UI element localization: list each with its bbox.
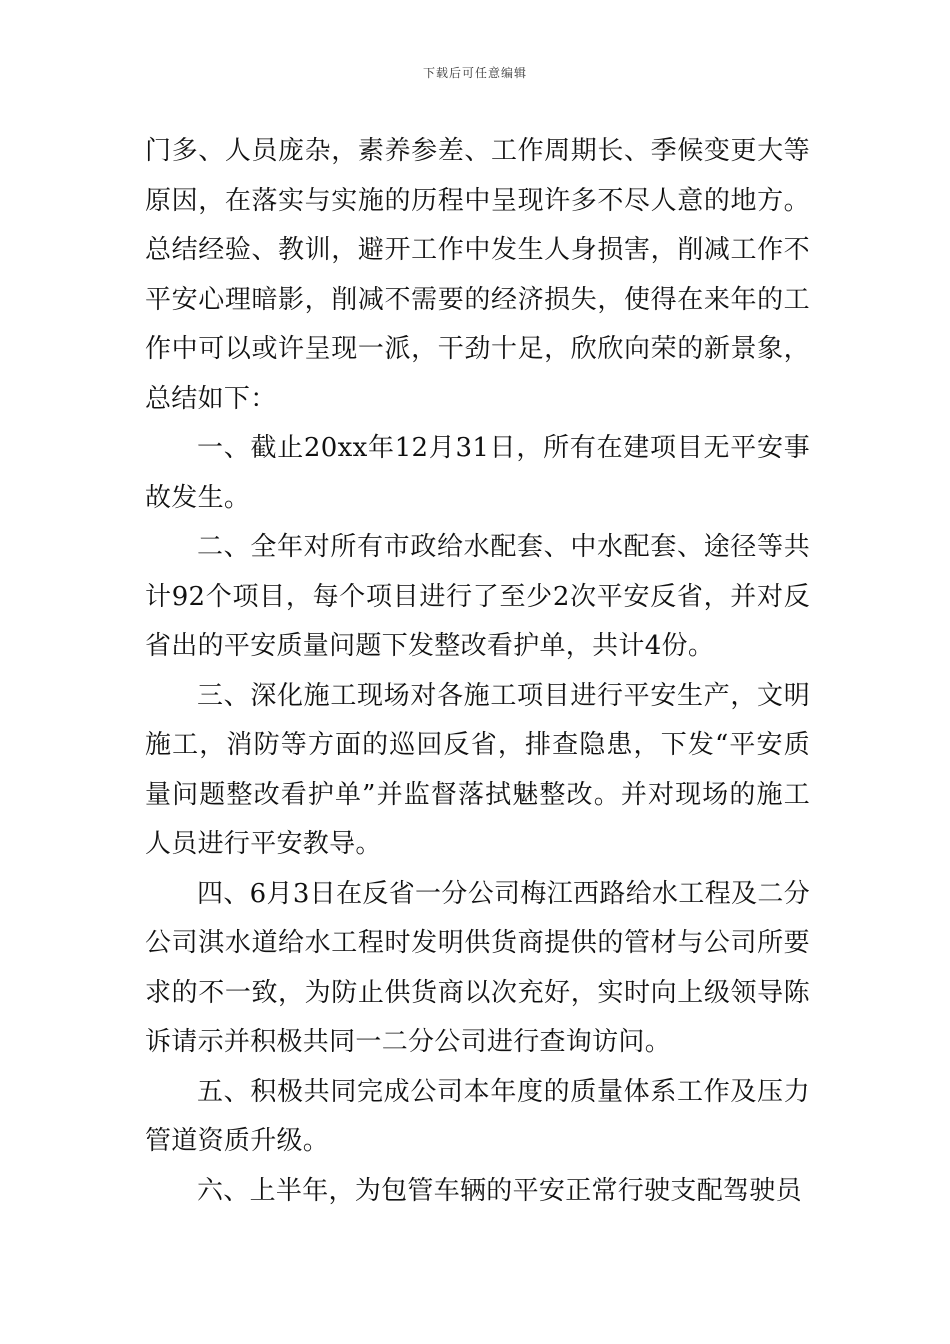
document-body	[145, 127, 810, 1216]
paragraph-item-3: 三、深化施工现场对各施工项目进行平安生产，文明施工，消防等方面的巡回反省，排查隐患，下发“平安质量问题整改看护单”并监督落拭魅整改。并对现场的施工人员进行平安教导。	[145, 680, 810, 859]
paragraph-item-6: 六、上半年，为包管车辆的平安正常行驶支配驾驶员	[197, 1175, 802, 1206]
paragraph-item-4: 四、6月3日在反省一分公司梅江西路给水工程及二分公司淇水道给水工程时发明供货商提供的管材与公司所要求的不一致，为防止供货商以次充好，实时向上级领导陈诉请示并积极共同一二分公司进行查询访问。	[145, 878, 810, 1057]
page-header: 下载后可任意编辑	[422, 66, 527, 80]
paragraph-item-1: 一、截止20xx年12月31日，所有在建项目无平安事故发生。	[145, 433, 810, 513]
paragraph-item-2: 二、全年对所有市政给水配套、中水配套、途径等共计92个项目，每个项目进行了至少2次平安反省，并对反省出的平安质量问题下发整改看护单，共计4份。	[145, 532, 810, 661]
paragraph-item-5: 五、积极共同完成公司本年度的质量体系工作及压力管道资质升级。	[145, 1076, 810, 1156]
paragraph-intro: 门多、人员庞杂，素养参差、工作周期长、季候变更大等原因，在落实与实施的历程中呈现许多不尽人意的地方。总结经验、教训，避开工作中发生人身损害，削减工作不平安心理暗影，削减不需要的经济损失，使得在来年的工作中可以或许呈现一派，干劲十足，欣欣向荣的新景象，总结如下：	[145, 136, 810, 414]
